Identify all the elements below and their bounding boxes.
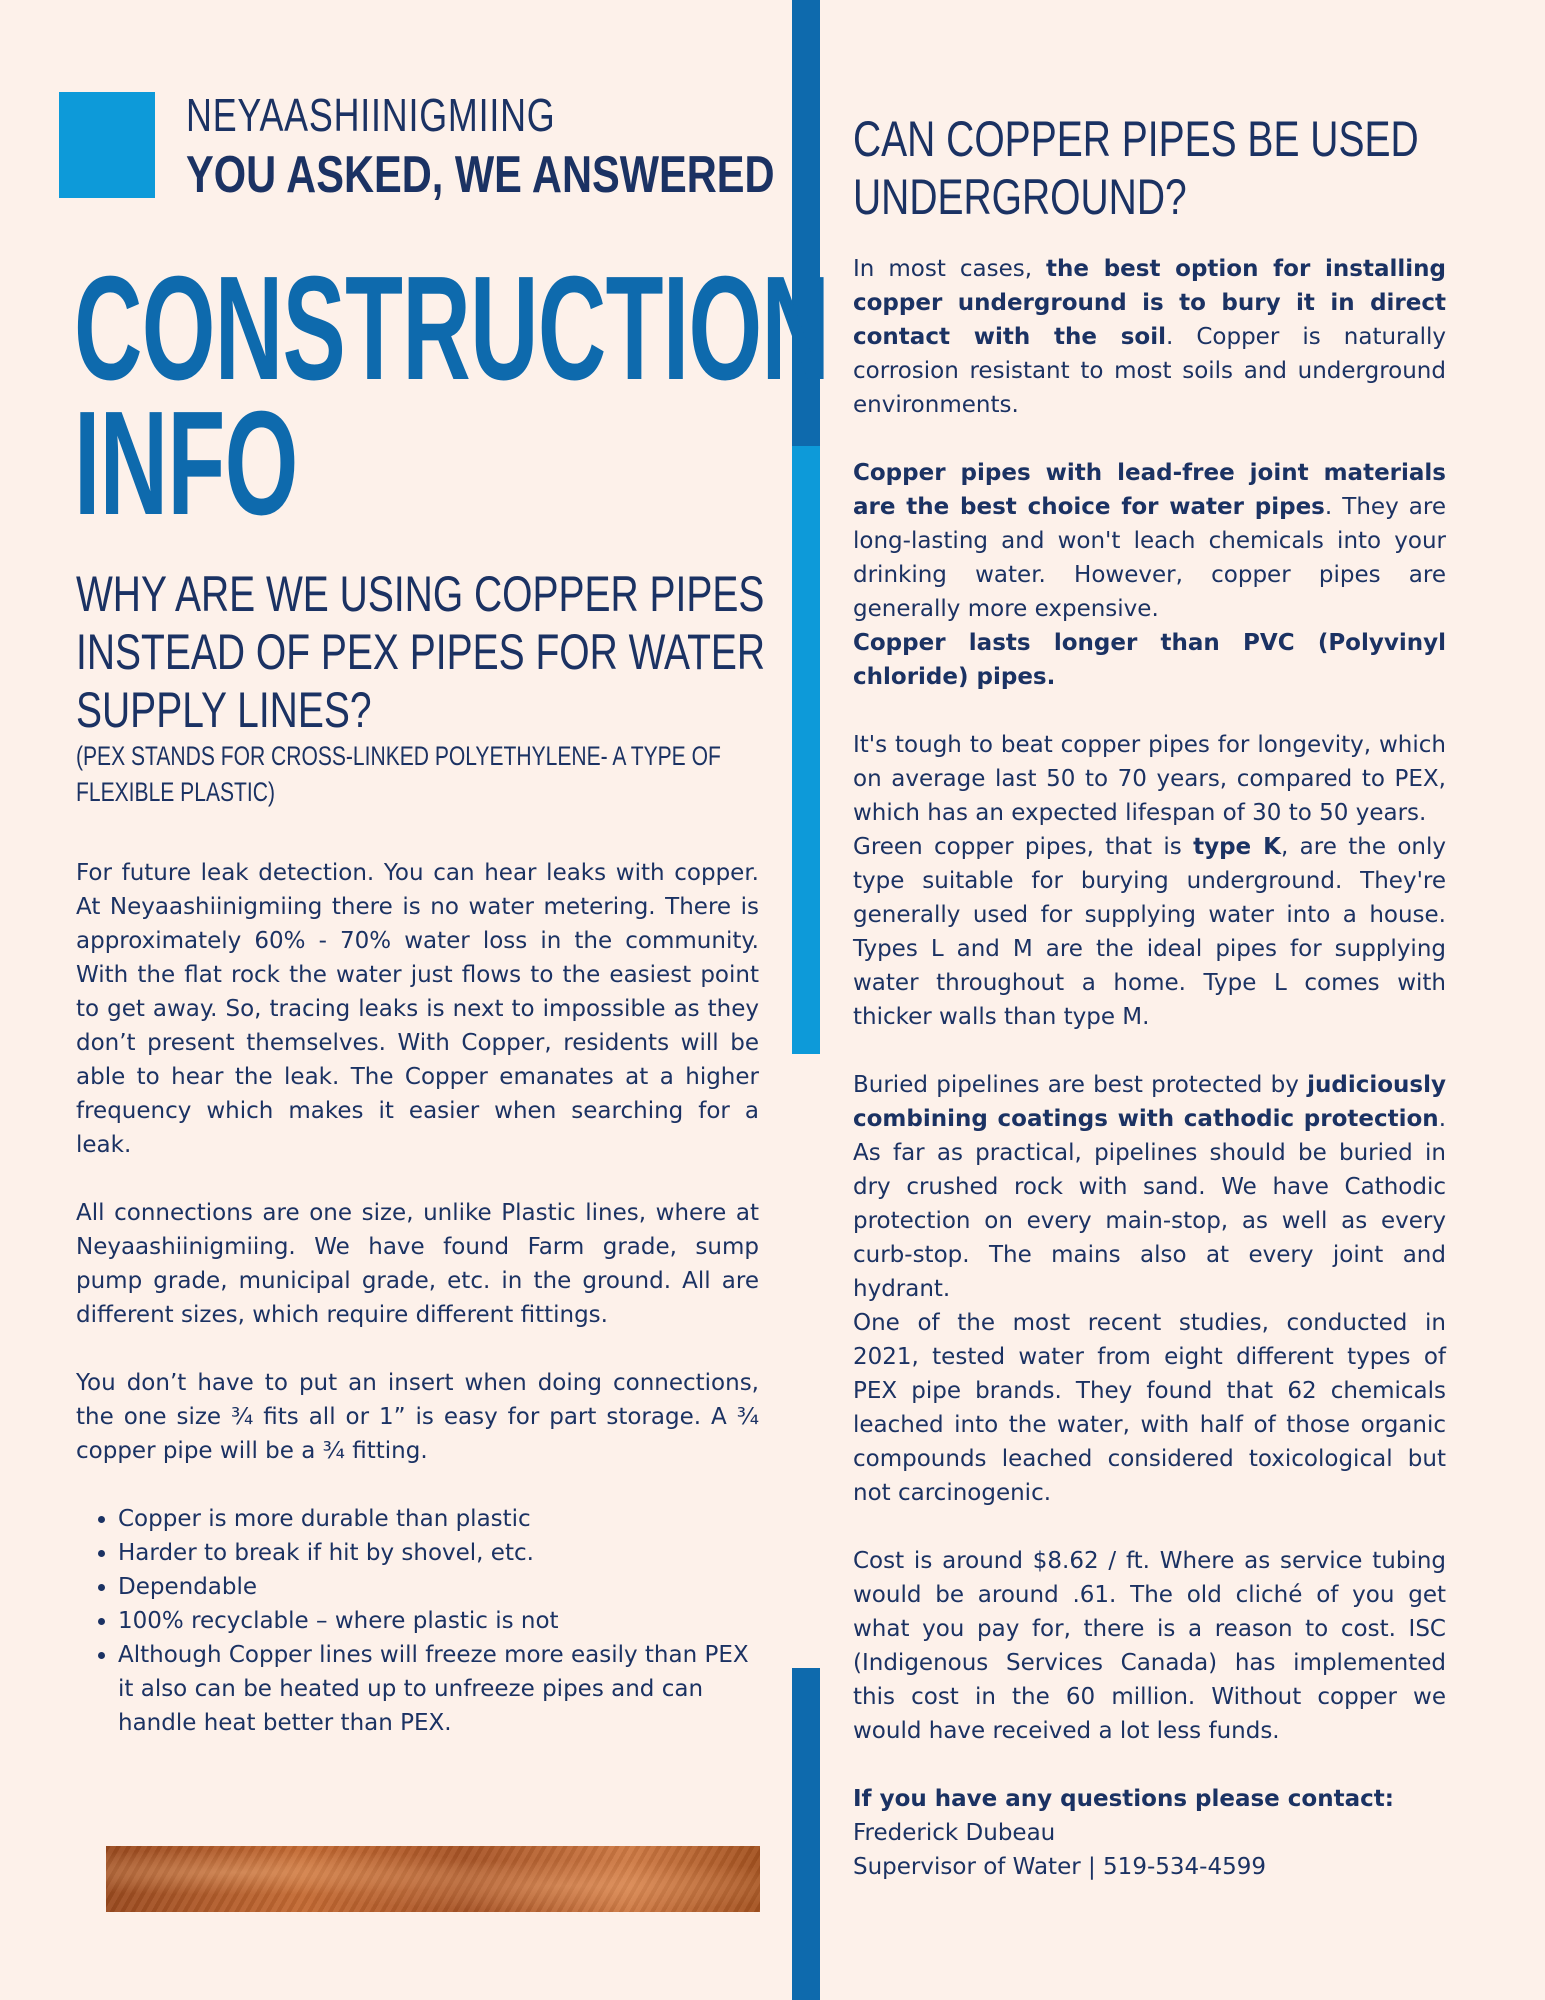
logo-square — [59, 92, 155, 198]
copper-texture-strip — [106, 1846, 760, 1912]
paragraph-pvc — [853, 626, 1446, 694]
right-column-body — [853, 252, 1446, 1884]
text-span: . As far as practical, pipelines should be buried in dry crushed rock with sand. We have Cathodic protection on every main-stop, as well as every curb-stop. The mains also at every joint and hydrant. — [853, 1106, 1446, 1302]
heading-line: WHY ARE WE USING COPPER PIPES — [76, 566, 765, 622]
emphasis: Copper pipes with lead-free joint materials are the best choice for water pipes — [853, 460, 1446, 520]
heading-line: UNDERGROUND? — [853, 169, 1187, 225]
contact-heading — [853, 1782, 1446, 1816]
divider-bar-bottom — [792, 1668, 820, 2000]
left-question-heading — [76, 565, 765, 739]
org-name: NEYAASHIINIGMIING — [186, 89, 556, 141]
text-span: . They are long-lasting and won't leach chemicals into your drinking water. However, copper pipes are generally more expensive. — [853, 494, 1446, 622]
text-span: Buried pipelines are best protected by — [853, 1072, 1308, 1098]
paragraph-connections: All connections are one size, unlike Plastic lines, where at Neyaashiinigmiing. We have found Farm grade, sump pump grade, municipal grade, etc. in the ground. All are different sizes, which require different fittings. — [76, 1200, 759, 1328]
heading-line: INSTEAD OF PEX PIPES FOR WATER — [76, 624, 766, 680]
page-title-line-2: INFO — [74, 381, 298, 546]
left-question-subtitle — [76, 738, 721, 810]
paragraph-cathodic — [853, 1068, 1446, 1306]
paragraph-longevity: It's tough to beat copper pipes for longevity, which on average last 50 to 70 years, compared to PEX, which has an expected lifespan of 30 to 50 years. — [853, 732, 1446, 826]
paragraph-study: One of the most recent studies, conducted in 2021, tested water from eight different types of PEX pipe brands. They found that 62 chemicals leached into the water, with half of those organic compounds leached considered toxicological but not carcinogenic. — [853, 1310, 1446, 1506]
text-span: , are the only type suitable for burying underground. They're generally used for supplying water into a house. Types L and M are the ideal pipes for supplying water throughout a home. Type L comes with thicker walls than type M. — [853, 834, 1446, 1030]
contact-role: Supervisor of Water | 519-534-4599 — [853, 1854, 1266, 1880]
paragraph-type-k — [853, 830, 1446, 1034]
paragraph-cost: Cost is around $8.62 / ft. Where as service tubing would be around .61. The old cliché of you get what you pay for, there is a reason to cost. ISC (Indigenous Services Canada) has implemented this cost in the 60 million. Without copper we would have received a lot less funds. — [853, 1548, 1446, 1744]
paragraph-leak-detection: For future leak detection. You can hear leaks with copper. At Neyaashiinigmiing there is no water metering. There is approximately 60% - 70% water loss in the community. With the flat rock the water just flows to the easiest point to get away. So, tracing leaks is next to impossible as they don’t present themselves. With Copper, residents will be able to hear the leak. The Copper emanates at a higher frequency which makes it easier when searching for a leak. — [76, 860, 759, 1158]
list-item: • Harder to break if hit by shovel, etc. — [118, 1536, 759, 1570]
emphasis: Copper lasts longer than PVC (Polyvinyl chloride) pipes. — [853, 630, 1446, 690]
emphasis: type K — [1193, 834, 1282, 860]
benefits-list — [76, 1502, 759, 1740]
emphasis: the best option for installing copper underground is to bury it in direct contact with the soil — [853, 256, 1446, 350]
list-item: • Copper is more durable than plastic — [118, 1502, 759, 1536]
list-item: • Dependable — [118, 1570, 759, 1604]
text-span: Green copper pipes, that is — [853, 834, 1194, 860]
list-item: • Although Copper lines will freeze more easily than PEX it also can be heated up to unfreeze pipes and can handle heat better than PEX. — [118, 1638, 759, 1740]
heading-line: CAN COPPER PIPES BE USED — [853, 111, 1419, 167]
contact-name: Frederick Dubeau — [853, 1820, 1056, 1846]
text-span: In most cases, — [853, 256, 1047, 282]
paragraph-insert: You don’t have to put an insert when doing connections, the one size ¾ fits all or 1” is easy for part storage. A ¾ copper pipe will be a ¾ fitting. — [76, 1370, 759, 1464]
tagline: YOU ASKED, WE ANSWERED — [186, 146, 775, 204]
paragraph-burial — [853, 252, 1446, 422]
subtitle-line: (PEX STANDS FOR CROSS-LINKED POLYETHYLENE- A TYPE OF — [76, 741, 721, 771]
page-title-line-1: CONSTRUCTION — [74, 246, 830, 411]
subtitle-line: FLEXIBLE PLASTIC) — [76, 777, 275, 807]
emphasis: judiciously combining coatings with cathodic protection — [853, 1072, 1446, 1132]
emphasis: If you have any questions please contact: — [853, 1786, 1394, 1812]
text-span: . Copper is naturally corrosion resistant to most soils and underground environments. — [853, 324, 1446, 418]
paragraph-lead-free — [853, 456, 1446, 626]
list-item: • 100% recyclable – where plastic is not — [118, 1604, 759, 1638]
right-question-heading — [853, 110, 1419, 226]
heading-line: SUPPLY LINES? — [76, 682, 372, 738]
divider-bar-middle — [792, 446, 820, 1054]
left-column-body — [76, 856, 759, 1740]
